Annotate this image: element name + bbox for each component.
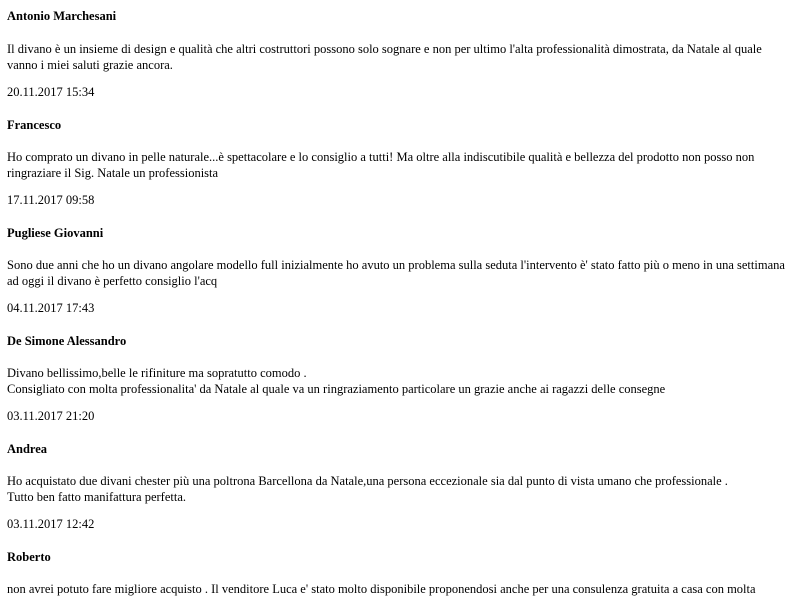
review-text — [7, 473, 795, 505]
review-text — [7, 149, 795, 181]
review-text-line: Divano bellissimo,belle le rifiniture ma sopratutto comodo . — [7, 366, 307, 380]
review-text-line: Consigliato con molta professionalita' da Natale al quale va un ringraziamento particolare un grazie anche ai ragazzi delle consegne — [7, 382, 666, 396]
review-author: Francesco — [7, 118, 62, 132]
review-date: 03.11.2017 21:20 — [7, 409, 95, 423]
review-author: Roberto — [7, 550, 51, 564]
review-text-line: ringraziare il Sig. Natale un professionista — [7, 166, 219, 180]
review-text — [7, 581, 795, 597]
review-text-line: non avrei potuto fare migliore acquisto . Il venditore Luca e' stato molto disponibile proponendosi anche per una consulenza gratuita a casa con molta — [7, 582, 756, 596]
review-text — [7, 257, 795, 289]
review-date: 20.11.2017 15:34 — [7, 85, 95, 99]
review-author: Antonio Marchesani — [7, 9, 117, 23]
review-text-line: Sono due anni che ho un divano angolare modello full inizialmente ho avuto un problema sulla seduta l'intervento è' stato fatto più o meno in una settimana — [7, 258, 785, 272]
review-text-line: Ho comprato un divano in pelle naturale...è spettacolare e lo consiglio a tutti! Ma oltre alla indiscutibile qualità e bellezza del prodotto non posso non — [7, 150, 755, 164]
review-text-line: Tutto ben fatto manifattura perfetta. — [7, 490, 186, 504]
review-text-line: Ho acquistato due divani chester più una poltrona Barcellona da Natale,una persona eccezionale sia dal punto di vista umano che professionale . — [7, 474, 728, 488]
review-text — [7, 41, 795, 73]
review-author: De Simone Alessandro — [7, 334, 127, 348]
review-text-line: vanno i miei saluti grazie ancora. — [7, 58, 173, 72]
review-date: 03.11.2017 12:42 — [7, 517, 95, 531]
review-date: 17.11.2017 09:58 — [7, 193, 95, 207]
review-text — [7, 365, 795, 397]
review-author: Pugliese Giovanni — [7, 226, 104, 240]
review-author: Andrea — [7, 442, 48, 456]
review-date: 04.11.2017 17:43 — [7, 301, 95, 315]
review-text-line: ad oggi il divano è perfetto consiglio l'acq — [7, 274, 218, 288]
review-text-line: Il divano è un insieme di design e qualità che altri costruttori possono solo sognare e non per ultimo l'alta professionalità dimostrata, da Natale al quale — [7, 42, 762, 56]
